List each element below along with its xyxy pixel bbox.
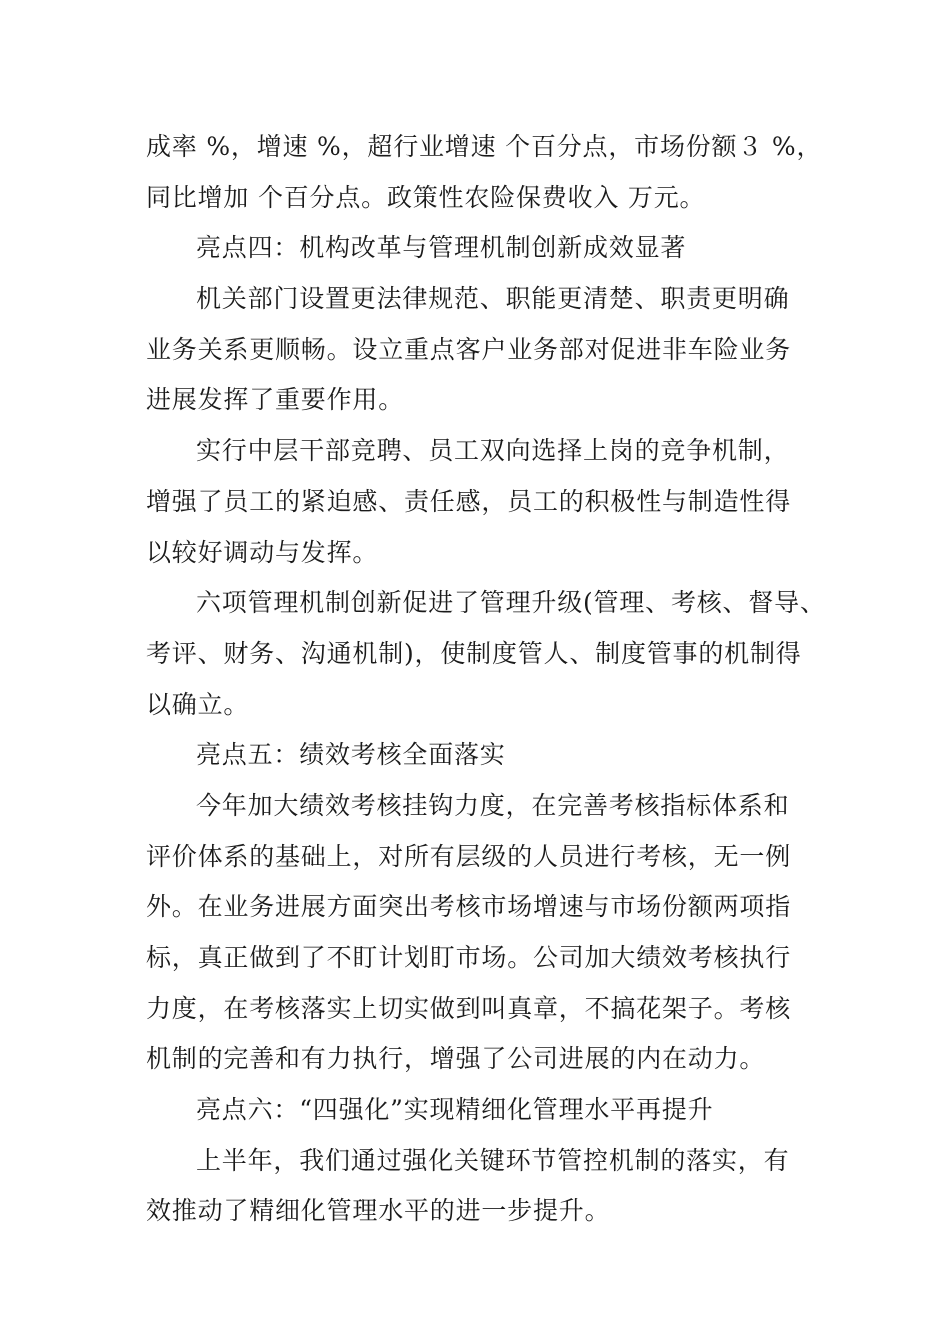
paragraph-first-line: 实行中层干部竞聘、员工双向选择上岗的竞争机制， [196, 436, 790, 466]
body-line: 标，真正做到了不盯计划盯市场。公司加大绩效考核执行 [146, 943, 792, 972]
body-line: 业务关系更顺畅。设立重点客户业务部对促进非车险业务 [146, 334, 792, 364]
body-line: 评价体系的基础上，对所有层级的人员进行考核，无一例 [146, 841, 792, 871]
body-line: 考评、财务、沟通机制)，使制度管人、制度管事的机制得 [146, 638, 802, 668]
body-line: 机制的完善和有力执行，增强了公司进展的内在动力。 [146, 1044, 766, 1074]
section-heading-5: 亮点五：绩效考核全面落实 [196, 740, 506, 770]
paragraph-first-line: 机关部门设置更法律规范、职能更清楚、职责更明确 [196, 284, 790, 314]
section-heading-4: 亮点四：机构改革与管理机制创新成效显著 [196, 233, 687, 263]
paragraph-first-line: 今年加大绩效考核挂钩力度，在完善考核指标体系和 [196, 790, 790, 820]
body-line: 以确立。 [146, 689, 250, 719]
body-line: 效推动了精细化管理水平的进一步提升。 [146, 1196, 611, 1226]
document-body [146, 122, 836, 1237]
body-line: 外。在业务进展方面突出考核市场增速与市场份额两项指 [146, 892, 792, 922]
body-line: 力度，在考核落实上切实做到叫真章，不搞花架子。考核 [146, 993, 792, 1023]
body-line: 增强了员工的紧迫感、责任感，员工的积极性与制造性得 [146, 486, 792, 516]
body-line: 进展发挥了重要作用。 [146, 385, 405, 415]
section-heading-6: 亮点六：“四强化”实现精细化管理水平再提升 [196, 1095, 714, 1125]
paragraph-first-line: 上半年，我们通过强化关键环节管控机制的落实，有 [196, 1145, 790, 1175]
paragraph-first-line: 六项管理机制创新促进了管理升级(管理、考核、督导、 [196, 588, 826, 618]
body-line: 同比增加 个百分点。政策性农险保费收入 万元。 [146, 182, 706, 212]
body-line: 成率 %，增速 %，超行业增速 个百分点，市场份额３ %， [146, 132, 823, 161]
body-line: 以较好调动与发挥。 [146, 537, 379, 567]
